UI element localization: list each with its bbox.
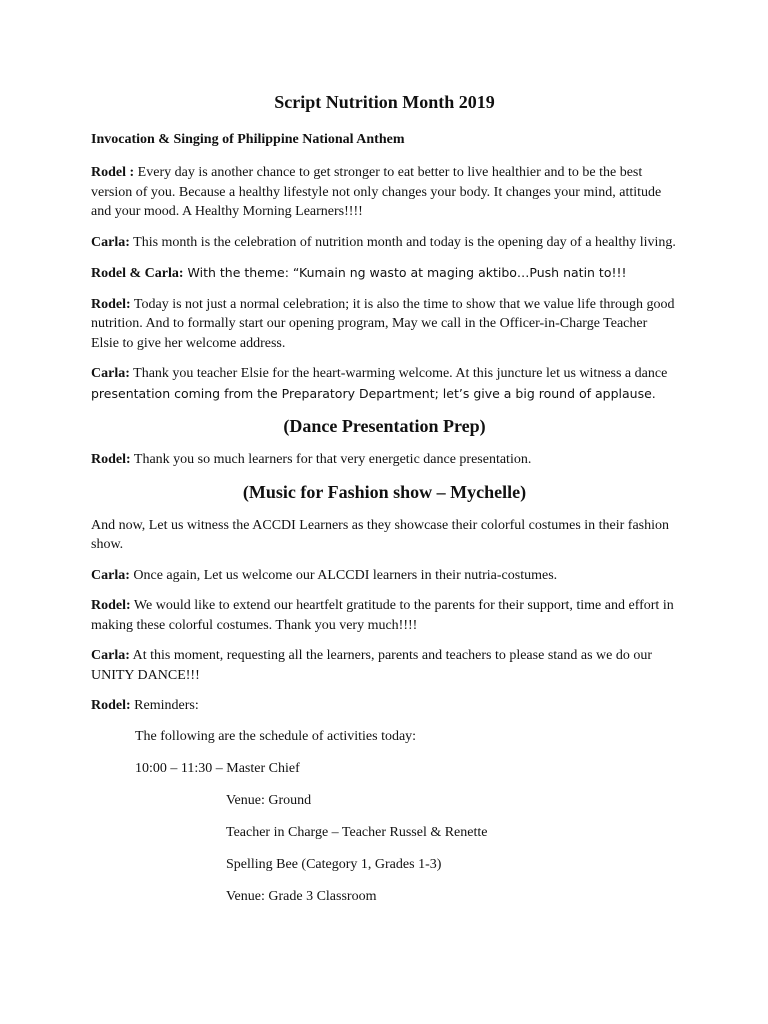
paragraph-text: Thank you so much learners for that very energetic dance presentation.: [130, 452, 532, 467]
paragraph-rodel-intro: [91, 163, 678, 222]
paragraph-text: Thank you teacher Elsie for the heart-warming welcome. At this juncture let us witness a dance: [129, 366, 668, 381]
speaker-label: Carla:: [91, 366, 130, 381]
speaker-label: Carla:: [91, 234, 130, 250]
paragraph-carla-dance: [91, 364, 678, 404]
paragraph-text: At this moment, requesting all the learners, parents and teachers to please stand as we do our UNITY DANCE!!!: [91, 648, 653, 683]
speaker-label: Rodel:: [91, 452, 131, 467]
paragraph-text: This month is the celebration of nutrition month and today is the opening day of a healthy living.: [129, 234, 676, 250]
speaker-label: Carla:: [91, 567, 130, 583]
paragraph-carla-welcome: [91, 566, 678, 586]
dance-presentation-heading: (Dance Presentation Prep): [283, 416, 486, 436]
speaker-label: Rodel:: [91, 698, 131, 713]
paragraph-carla-celebration: [91, 233, 678, 253]
paragraph-rodel-gratitude: [91, 596, 678, 635]
paragraph-text: With the theme: “Kumain ng wasto at maging aktibo…Push natin to!!!: [183, 265, 627, 280]
fashion-show-heading: (Music for Fashion show – Mychelle): [242, 481, 527, 502]
schedule-venue-classroom: Venue: Grade 3 Classroom: [226, 888, 377, 904]
paragraph-text: And now, Let us witness the ACCDI Learners as they showcase their colorful costumes in their fashion show.: [91, 517, 670, 552]
schedule-intro: The following are the schedule of activities today:: [135, 728, 417, 744]
invocation-heading: Invocation & Singing of Philippine National Anthem: [91, 132, 405, 147]
paragraph-theme: [91, 263, 678, 284]
speaker-label: Rodel:: [91, 296, 131, 312]
paragraph-text: We would like to extend our heartfelt gratitude to the parents for their support, time and effort in making these colorful costumes. Thank you very much!!!!: [91, 598, 674, 633]
paragraph-carla-unity: [91, 646, 678, 685]
schedule-teacher: Teacher in Charge – Teacher Russel & Renette: [226, 824, 488, 840]
schedule-time: 10:00 – 11:30 – Master Chief: [135, 760, 300, 776]
speaker-label: Carla:: [91, 648, 130, 663]
speaker-label: Rodel:: [91, 598, 131, 613]
paragraph-rodel-opening: [91, 295, 678, 354]
speaker-label: Rodel :: [91, 165, 135, 180]
paragraph-text: Today is not just a normal celebration; it is also the time to show that we value life through good nutrition. And to formally start our opening program, May we call in the Officer-in-Charge Teacher Elsie to give her welcome address.: [91, 296, 675, 351]
paragraph-text: Reminders:: [130, 698, 199, 713]
paragraph-text-continued: presentation coming from the Preparatory Department; let’s give a big round of applause.: [91, 385, 656, 401]
paragraph-rodel-thanks: [91, 450, 678, 470]
paragraph-text: Every day is another chance to get stronger to eat better to live healthier and to be the best version of you. Because a healthy lifestyle not only changes your body. It changes your mind, attitude and your mood. A Healthy Morning Learners!!!!: [91, 165, 662, 219]
paragraph-text: Once again, Let us welcome our ALCCDI learners in their nutria-costumes.: [129, 567, 558, 583]
paragraph-fashion-show: [91, 516, 678, 555]
speaker-label: Rodel & Carla:: [91, 266, 184, 281]
schedule-spelling-bee: Spelling Bee (Category 1, Grades 1-3): [226, 856, 442, 872]
schedule-venue-ground: Venue: Ground: [226, 792, 312, 808]
document-title: Script Nutrition Month 2019: [274, 92, 495, 112]
paragraph-rodel-reminders: [91, 696, 678, 716]
